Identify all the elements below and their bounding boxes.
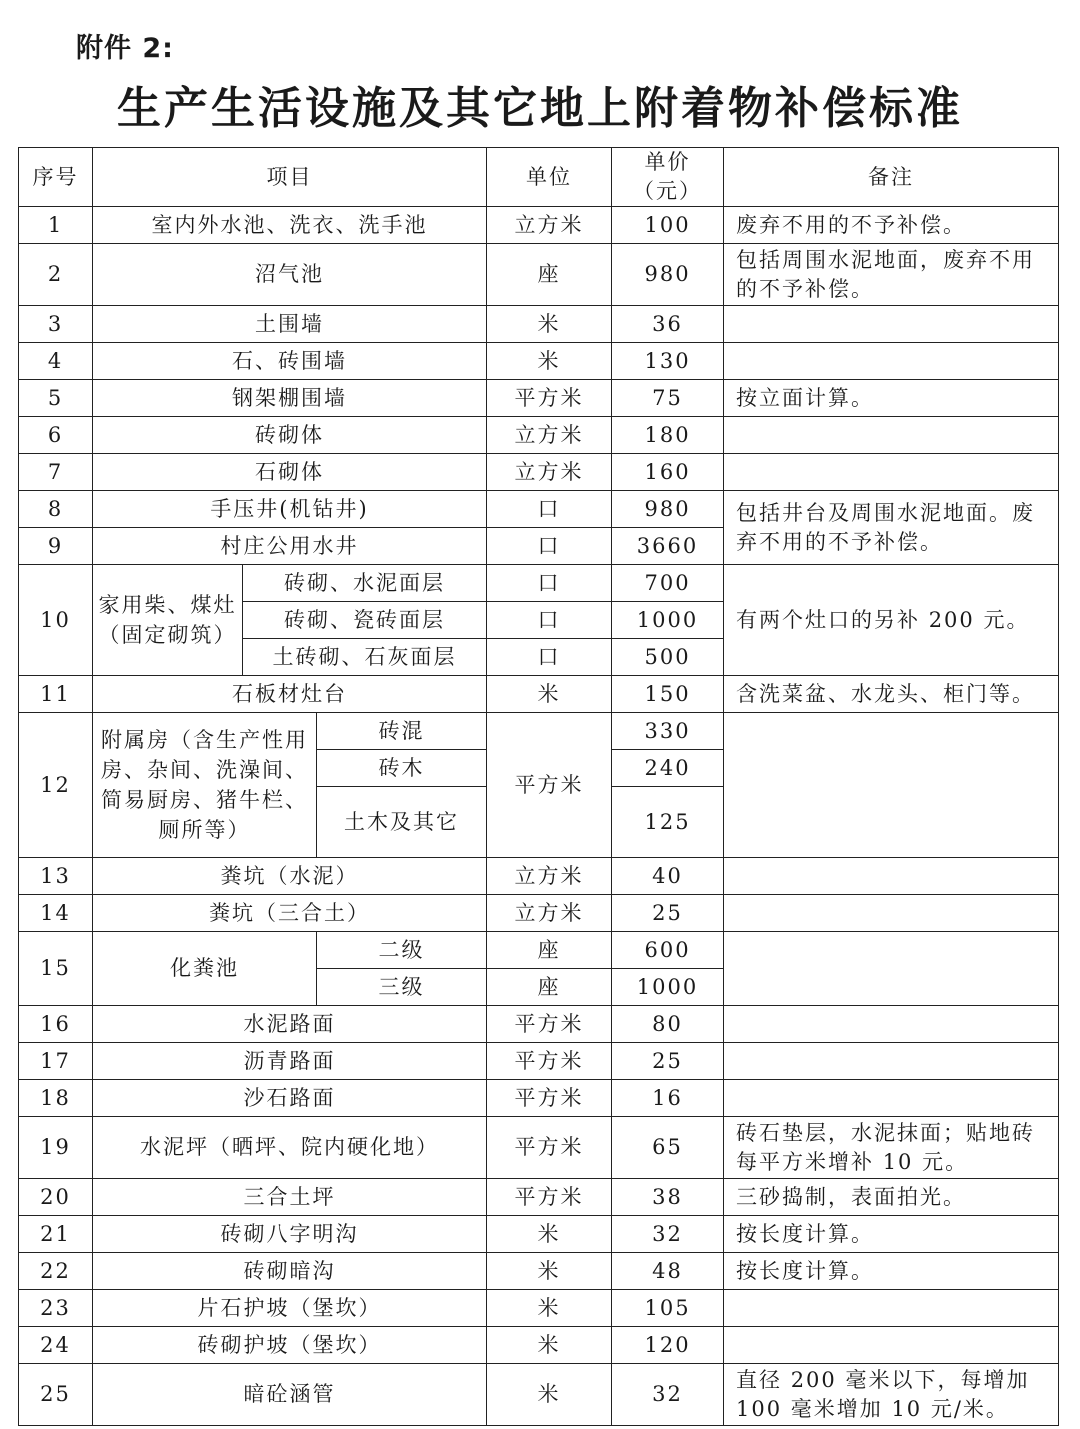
row-no: 11 [19, 676, 93, 713]
table-row [19, 1080, 1059, 1117]
row-no: 16 [19, 1006, 93, 1043]
row-note [724, 1080, 1059, 1117]
row-unit: 平方米 [487, 1006, 612, 1043]
row-note: 包括周围水泥地面，废弃不用的不予补偿。 [724, 244, 1059, 306]
row-item: 室内外水池、洗衣、洗手池 [93, 207, 487, 244]
row-no: 6 [19, 417, 93, 454]
row-no: 17 [19, 1043, 93, 1080]
table-row [19, 454, 1059, 491]
row-note [724, 858, 1059, 895]
row-unit: 口 [487, 491, 612, 528]
row-item: 石板材灶台 [93, 676, 487, 713]
row-price: 1000 [612, 602, 724, 639]
header-unit: 单位 [487, 148, 612, 207]
header-item: 项目 [93, 148, 487, 207]
compensation-standard-table [18, 147, 1059, 1426]
row-price: 75 [612, 380, 724, 417]
row-unit: 口 [487, 528, 612, 565]
row-price: 3660 [612, 528, 724, 565]
table-row [19, 932, 1059, 969]
row-subitem: 土砖砌、石灰面层 [243, 639, 487, 676]
table-row [19, 1253, 1059, 1290]
header-note: 备注 [724, 148, 1059, 207]
row-price: 150 [612, 676, 724, 713]
table-row [19, 676, 1059, 713]
row-item: 粪坑（三合土） [93, 895, 487, 932]
row-unit: 米 [487, 1327, 612, 1364]
row-note [724, 1043, 1059, 1080]
row-note: 按立面计算。 [724, 380, 1059, 417]
table-row [19, 858, 1059, 895]
table-row [19, 1043, 1059, 1080]
table-row [19, 565, 1059, 602]
row-no: 7 [19, 454, 93, 491]
table-row [19, 1216, 1059, 1253]
row-unit: 立方米 [487, 858, 612, 895]
row-unit: 座 [487, 244, 612, 306]
row-subitem: 砖砌、瓷砖面层 [243, 602, 487, 639]
row-price: 40 [612, 858, 724, 895]
row-price: 130 [612, 343, 724, 380]
row-unit: 立方米 [487, 417, 612, 454]
table-row [19, 417, 1059, 454]
row-unit: 米 [487, 1216, 612, 1253]
row-subitem: 二级 [317, 932, 487, 969]
row-unit: 米 [487, 1290, 612, 1327]
header-row [19, 148, 1059, 207]
row-price: 180 [612, 417, 724, 454]
row-price: 25 [612, 895, 724, 932]
row-unit: 米 [487, 343, 612, 380]
row-item: 钢架棚围墙 [93, 380, 487, 417]
row-price: 16 [612, 1080, 724, 1117]
table-row [19, 244, 1059, 306]
row-no: 10 [19, 565, 93, 676]
row-no: 5 [19, 380, 93, 417]
row-note: 砖石垫层，水泥抹面；贴地砖每平方米增补 10 元。 [724, 1117, 1059, 1179]
row-note: 直径 200 毫米以下，每增加 100 毫米增加 10 元/米。 [724, 1364, 1059, 1426]
row-price: 48 [612, 1253, 724, 1290]
row-note: 含洗菜盆、水龙头、柜门等。 [724, 676, 1059, 713]
row-note [724, 1327, 1059, 1364]
row-note [724, 454, 1059, 491]
row-price: 38 [612, 1179, 724, 1216]
row-item: 沙石路面 [93, 1080, 487, 1117]
table-row [19, 1117, 1059, 1179]
row-no: 8 [19, 491, 93, 528]
row-note: 有两个灶口的另补 200 元。 [724, 565, 1059, 676]
row-unit: 米 [487, 306, 612, 343]
table-row [19, 207, 1059, 244]
row-price: 160 [612, 454, 724, 491]
row-price: 80 [612, 1006, 724, 1043]
table-row [19, 306, 1059, 343]
row-no: 1 [19, 207, 93, 244]
row-price: 100 [612, 207, 724, 244]
row-item: 暗砼涵管 [93, 1364, 487, 1426]
row-item: 沥青路面 [93, 1043, 487, 1080]
document-title: 生产生活设施及其它地上附着物补偿标准 [117, 83, 963, 134]
row-unit: 平方米 [487, 380, 612, 417]
row-unit: 立方米 [487, 207, 612, 244]
table-row [19, 491, 1059, 528]
row-price: 980 [612, 491, 724, 528]
row-no: 15 [19, 932, 93, 1006]
row-no: 23 [19, 1290, 93, 1327]
row-unit: 米 [487, 676, 612, 713]
row-note [724, 932, 1059, 1006]
table-row [19, 895, 1059, 932]
row-no: 19 [19, 1117, 93, 1179]
row-price: 980 [612, 244, 724, 306]
row-note [724, 306, 1059, 343]
row-no: 13 [19, 858, 93, 895]
row-item: 片石护坡（堡坎） [93, 1290, 487, 1327]
table-row [19, 380, 1059, 417]
row-unit: 座 [487, 969, 612, 1006]
row-unit: 平方米 [487, 1117, 612, 1179]
row-no: 24 [19, 1327, 93, 1364]
row-price: 125 [612, 787, 724, 858]
row-item: 沼气池 [93, 244, 487, 306]
row-note [724, 1290, 1059, 1327]
row-unit: 平方米 [487, 713, 612, 858]
row-item: 土围墙 [93, 306, 487, 343]
row-no: 4 [19, 343, 93, 380]
row-price: 700 [612, 565, 724, 602]
row-price: 32 [612, 1364, 724, 1426]
table-row [19, 1327, 1059, 1364]
row-price: 36 [612, 306, 724, 343]
row-unit: 平方米 [487, 1043, 612, 1080]
row-no: 21 [19, 1216, 93, 1253]
row-note: 三砂捣制，表面拍光。 [724, 1179, 1059, 1216]
row-no: 22 [19, 1253, 93, 1290]
attachment-label: 附件 2: [76, 33, 174, 64]
row-price: 1000 [612, 969, 724, 1006]
row-price: 600 [612, 932, 724, 969]
table-row [19, 1006, 1059, 1043]
table-row [19, 1179, 1059, 1216]
row-unit: 口 [487, 565, 612, 602]
header-price: 单价（元） [612, 148, 724, 207]
row-item: 村庄公用水井 [93, 528, 487, 565]
row-no: 20 [19, 1179, 93, 1216]
row-price: 25 [612, 1043, 724, 1080]
row-item: 手压井(机钻井) [93, 491, 487, 528]
row-no: 9 [19, 528, 93, 565]
row-subitem: 土木及其它 [317, 787, 487, 858]
row-unit: 立方米 [487, 454, 612, 491]
row-subitem: 砖木 [317, 750, 487, 787]
row-note [724, 1006, 1059, 1043]
row-price: 500 [612, 639, 724, 676]
row-no: 25 [19, 1364, 93, 1426]
table-row [19, 1290, 1059, 1327]
row-item-group: 化粪池 [93, 932, 317, 1006]
row-unit: 米 [487, 1364, 612, 1426]
row-unit: 口 [487, 602, 612, 639]
row-subitem: 砖混 [317, 713, 487, 750]
row-item: 砖砌暗沟 [93, 1253, 487, 1290]
row-item: 水泥路面 [93, 1006, 487, 1043]
row-item: 三合土坪 [93, 1179, 487, 1216]
row-note [724, 895, 1059, 932]
row-note: 包括井台及周围水泥地面。废弃不用的不予补偿。 [724, 491, 1059, 565]
row-note [724, 343, 1059, 380]
row-price: 330 [612, 713, 724, 750]
row-subitem: 三级 [317, 969, 487, 1006]
row-unit: 座 [487, 932, 612, 969]
row-price: 120 [612, 1327, 724, 1364]
header-no: 序号 [19, 148, 93, 207]
row-price: 32 [612, 1216, 724, 1253]
row-note: 按长度计算。 [724, 1216, 1059, 1253]
row-unit: 米 [487, 1253, 612, 1290]
row-no: 18 [19, 1080, 93, 1117]
row-price: 105 [612, 1290, 724, 1327]
row-item: 砖砌八字明沟 [93, 1216, 487, 1253]
row-note: 按长度计算。 [724, 1253, 1059, 1290]
row-subitem: 砖砌、水泥面层 [243, 565, 487, 602]
table-row [19, 343, 1059, 380]
row-no: 14 [19, 895, 93, 932]
row-item: 水泥坪（晒坪、院内硬化地） [93, 1117, 487, 1179]
row-item-group: 家用柴、煤灶（固定砌筑） [93, 565, 243, 676]
row-note [724, 713, 1059, 858]
row-note: 废弃不用的不予补偿。 [724, 207, 1059, 244]
row-item: 砖砌护坡（堡坎） [93, 1327, 487, 1364]
row-unit: 平方米 [487, 1179, 612, 1216]
row-item: 砖砌体 [93, 417, 487, 454]
row-item: 石、砖围墙 [93, 343, 487, 380]
row-no: 3 [19, 306, 93, 343]
table-row [19, 1364, 1059, 1426]
row-no: 12 [19, 713, 93, 858]
row-item: 石砌体 [93, 454, 487, 491]
row-unit: 立方米 [487, 895, 612, 932]
row-price: 240 [612, 750, 724, 787]
table-row [19, 713, 1059, 750]
row-unit: 口 [487, 639, 612, 676]
row-note [724, 417, 1059, 454]
row-unit: 平方米 [487, 1080, 612, 1117]
row-item-group: 附属房（含生产性用房、杂间、洗澡间、简易厨房、猪牛栏、厕所等） [93, 713, 317, 858]
row-price: 65 [612, 1117, 724, 1179]
row-no: 2 [19, 244, 93, 306]
row-item: 粪坑（水泥） [93, 858, 487, 895]
